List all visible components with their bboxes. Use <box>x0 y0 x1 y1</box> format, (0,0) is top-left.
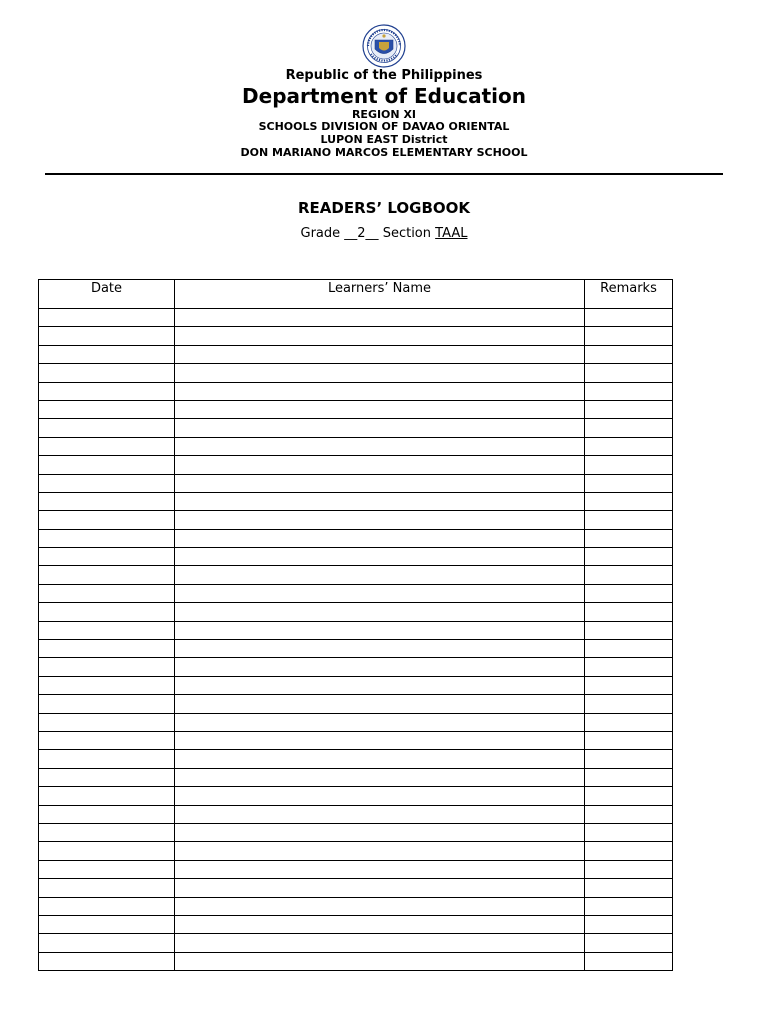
learners-name-cell <box>175 805 585 823</box>
learners-name-cell <box>175 842 585 860</box>
table-row <box>39 934 673 952</box>
learners-name-cell <box>175 456 585 474</box>
remarks-cell <box>585 566 673 584</box>
remarks-cell <box>585 621 673 639</box>
remarks-cell <box>585 860 673 878</box>
learners-name-cell <box>175 382 585 400</box>
learners-name-cell <box>175 566 585 584</box>
table-row <box>39 419 673 437</box>
table-row <box>39 805 673 823</box>
table-row <box>39 309 673 327</box>
deped-seal-icon <box>362 24 406 68</box>
learners-name-cell <box>175 658 585 676</box>
table-row <box>39 750 673 768</box>
learners-name-cell <box>175 640 585 658</box>
remarks-cell <box>585 640 673 658</box>
learners-name-cell <box>175 897 585 915</box>
date-cell <box>39 805 175 823</box>
section-label: Section <box>382 226 432 241</box>
table-row <box>39 603 673 621</box>
date-cell <box>39 915 175 933</box>
date-cell <box>39 860 175 878</box>
table-row <box>39 915 673 933</box>
date-cell <box>39 382 175 400</box>
learners-name-cell <box>175 731 585 749</box>
learners-name-cell <box>175 327 585 345</box>
date-cell <box>39 768 175 786</box>
learners-name-cell <box>175 419 585 437</box>
date-cell <box>39 897 175 915</box>
remarks-cell <box>585 934 673 952</box>
document-title: READERS’ LOGBOOK <box>297 199 471 217</box>
date-cell <box>39 695 175 713</box>
date-cell <box>39 437 175 455</box>
learners-name-cell <box>175 952 585 970</box>
department-heading: Department of Education <box>242 84 526 108</box>
remarks-cell <box>585 695 673 713</box>
learners-name-cell <box>175 584 585 602</box>
region-line: REGION XI <box>351 108 417 121</box>
column-header-remarks: Remarks <box>585 280 673 309</box>
date-cell <box>39 823 175 841</box>
remarks-cell <box>585 658 673 676</box>
learners-name-cell <box>175 915 585 933</box>
table-row <box>39 713 673 731</box>
learners-name-cell <box>175 364 585 382</box>
learners-name-cell <box>175 768 585 786</box>
remarks-cell <box>585 327 673 345</box>
remarks-cell <box>585 529 673 547</box>
date-cell <box>39 529 175 547</box>
date-cell <box>39 603 175 621</box>
learners-name-cell <box>175 345 585 363</box>
learners-name-cell <box>175 713 585 731</box>
learners-name-cell <box>175 529 585 547</box>
remarks-cell <box>585 474 673 492</box>
logbook-table <box>38 279 673 971</box>
learners-name-cell <box>175 879 585 897</box>
table-row <box>39 695 673 713</box>
learners-name-cell <box>175 309 585 327</box>
learners-name-cell <box>175 934 585 952</box>
column-header-learners-name: Learners’ Name <box>175 280 585 309</box>
remarks-cell <box>585 842 673 860</box>
date-cell <box>39 658 175 676</box>
remarks-cell <box>585 750 673 768</box>
remarks-cell <box>585 713 673 731</box>
learners-name-cell <box>175 860 585 878</box>
table-row <box>39 566 673 584</box>
column-header-date: Date <box>39 280 175 309</box>
remarks-cell <box>585 345 673 363</box>
remarks-cell <box>585 731 673 749</box>
remarks-cell <box>585 382 673 400</box>
remarks-cell <box>585 548 673 566</box>
table-row <box>39 640 673 658</box>
remarks-cell <box>585 805 673 823</box>
remarks-cell <box>585 952 673 970</box>
grade-section-line <box>0 226 768 241</box>
learners-name-cell <box>175 621 585 639</box>
section-value: TAAL <box>435 226 468 241</box>
date-cell <box>39 511 175 529</box>
date-cell <box>39 934 175 952</box>
school-line: DON MARIANO MARCOS ELEMENTARY SCHOOL <box>240 146 528 159</box>
date-cell <box>39 419 175 437</box>
table-row <box>39 529 673 547</box>
remarks-cell <box>585 419 673 437</box>
learners-name-cell <box>175 750 585 768</box>
date-cell <box>39 492 175 510</box>
table-row <box>39 842 673 860</box>
table-row <box>39 584 673 602</box>
remarks-cell <box>585 511 673 529</box>
date-cell <box>39 364 175 382</box>
table-row <box>39 474 673 492</box>
date-cell <box>39 676 175 694</box>
remarks-cell <box>585 676 673 694</box>
learners-name-cell <box>175 603 585 621</box>
header-divider <box>45 173 723 175</box>
date-cell <box>39 952 175 970</box>
table-row <box>39 787 673 805</box>
remarks-cell <box>585 787 673 805</box>
table-row <box>39 731 673 749</box>
table-row <box>39 400 673 418</box>
table-row <box>39 492 673 510</box>
remarks-cell <box>585 603 673 621</box>
date-cell <box>39 548 175 566</box>
table-row <box>39 548 673 566</box>
date-cell <box>39 842 175 860</box>
grade-value: __2__ <box>344 226 379 241</box>
remarks-cell <box>585 364 673 382</box>
remarks-cell <box>585 456 673 474</box>
table-row <box>39 658 673 676</box>
table-body <box>39 309 673 971</box>
date-cell <box>39 327 175 345</box>
date-cell <box>39 345 175 363</box>
table-row <box>39 456 673 474</box>
date-cell <box>39 474 175 492</box>
table-row <box>39 621 673 639</box>
table-row <box>39 860 673 878</box>
remarks-cell <box>585 492 673 510</box>
remarks-cell <box>585 400 673 418</box>
table-row <box>39 511 673 529</box>
date-cell <box>39 400 175 418</box>
learners-name-cell <box>175 695 585 713</box>
table-row <box>39 823 673 841</box>
date-cell <box>39 621 175 639</box>
date-cell <box>39 584 175 602</box>
date-cell <box>39 640 175 658</box>
remarks-cell <box>585 584 673 602</box>
grade-label: Grade <box>300 226 341 241</box>
remarks-cell <box>585 309 673 327</box>
table-row <box>39 382 673 400</box>
remarks-cell <box>585 768 673 786</box>
date-cell <box>39 731 175 749</box>
table-header-row <box>39 280 673 309</box>
learners-name-cell <box>175 676 585 694</box>
date-cell <box>39 309 175 327</box>
remarks-cell <box>585 897 673 915</box>
date-cell <box>39 787 175 805</box>
remarks-cell <box>585 915 673 933</box>
date-cell <box>39 750 175 768</box>
learners-name-cell <box>175 437 585 455</box>
learners-name-cell <box>175 492 585 510</box>
district-line: LUPON EAST District <box>320 133 448 146</box>
learners-name-cell <box>175 823 585 841</box>
division-line: SCHOOLS DIVISION OF DAVAO ORIENTAL <box>258 120 510 133</box>
date-cell <box>39 566 175 584</box>
table-row <box>39 952 673 970</box>
table-row <box>39 768 673 786</box>
table-row <box>39 676 673 694</box>
date-cell <box>39 713 175 731</box>
date-cell <box>39 456 175 474</box>
remarks-cell <box>585 823 673 841</box>
table-row <box>39 364 673 382</box>
date-cell <box>39 879 175 897</box>
remarks-cell <box>585 437 673 455</box>
table-row <box>39 897 673 915</box>
republic-heading: Republic of the Philippines <box>285 68 483 83</box>
remarks-cell <box>585 879 673 897</box>
table-row <box>39 437 673 455</box>
learners-name-cell <box>175 548 585 566</box>
learners-name-cell <box>175 474 585 492</box>
learners-name-cell <box>175 511 585 529</box>
learners-name-cell <box>175 400 585 418</box>
table-row <box>39 879 673 897</box>
learners-name-cell <box>175 787 585 805</box>
table-row <box>39 327 673 345</box>
table-row <box>39 345 673 363</box>
